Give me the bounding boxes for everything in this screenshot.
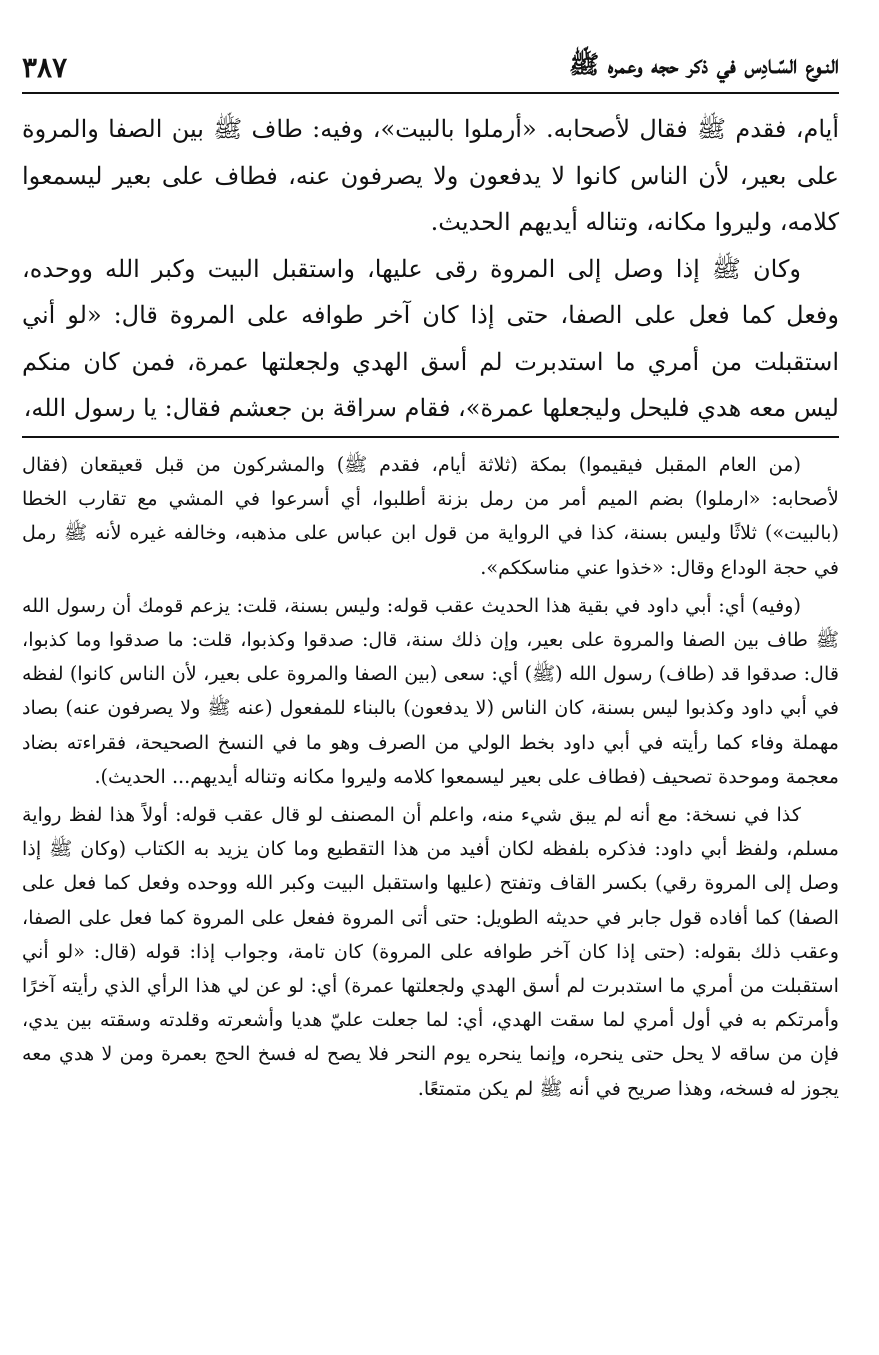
footnote-separator xyxy=(22,436,839,438)
commentary-paragraph: كذا في نسخة: مع أنه لم يبق شيء منه، واعلم أن المصنف لو قال عقب قوله: أولاً هذا لفظ رواية مسلم، ولفظ أبي داود: فذكره بلفظه لكان أفيد من هذا التقطيع وما كان يزيد به الكتاب (وكان ﷺ إذا وصل إلى المروة رقي) بكسر القاف وتفتح (عليها واستقبل البيت وكبر الله ووحده وفعل كما فعل على الصفا) كما أفاده قول جابر في حديثه الطويل: حتى أتى المروة ففعل على المروة كما فعل على الصفا، وعقب ذلك بقوله: (حتى إذا كان آخر طوافه على المروة) كان تامة، وجواب إذا: قوله (قال: «لو أني استقبلت من أمري ما استدبرت لم أسق الهدي ولجعلتها عمرة) أي: لو عن لي هذا الرأي الذي رأيته آخرًا وأمرتكم به في أول أمري لما سقت الهدي، أي: لما جعلت عليّ هديا وأشعرته وقلدته وسقته بين يدي، فإن من ساقه لا يحل حتى ينحره، وإنما ينحره يوم النحر فلا يصح له فسخ الحج بعمرة ومن لا هدي معه يجوز له فسخه، وهذا صريح في أنه ﷺ لم يكن متمتعًا. xyxy=(22,803,839,1100)
main-text xyxy=(22,106,839,432)
commentary-section xyxy=(22,448,839,1110)
main-paragraph: وكان ﷺ إذا وصل إلى المروة رقى عليها، واستقبل البيت وكبر الله ووحده، وفعل كما فعل على الصفا، حتى إذا كان آخر طوافه على المروة قال: «لو أني استقبلت من أمري ما استدبرت لم أسق الهدي ولجعلتها عمرة، فمن كان منكم ليس معه هدي فليحل وليجعلها عمرة»، فقام سراقة بن جعشم فقال: يا رسول الله، xyxy=(22,254,839,422)
page-number: ٣٨٧ xyxy=(22,50,68,84)
commentary-paragraph: (من العام المقبل فيقيموا) بمكة (ثلاثة أيام، فقدم ﷺ) والمشركون من قبل قعيقعان (فقال لأصحابه: «ارملوا) بضم الميم أمر من رمل بزنة أطلبوا، أي أسرعوا في المشي مع تقارب الخطا (بالبيت») ثلاثًا وليس بسنة، كذا في الرواية من قول ابن عباس على مذهبه، وخالفه غيره لأنه ﷺ رمل في حجة الوداع وقال: «خذوا عني مناسككم». xyxy=(22,453,839,579)
main-paragraph: أيام، فقدم ﷺ فقال لأصحابه. «أرملوا بالبيت»، وفيه: طاف ﷺ بين الصفا والمروة على بعير، لأن الناس كانوا لا يدفعون ولا يصرفون عنه، فطاف على بعير ليسمعوا كلامه، وليروا مكانه، وتناله أيديهم الحديث. xyxy=(22,115,839,236)
chapter-title: النـوع السّـادِس في ذكر حجه وعمره ﷺ xyxy=(568,49,839,79)
commentary-paragraph: (وفيه) أي: أبي داود في بقية هذا الحديث عقب قوله: وليس بسنة، قلت: يزعم قومك أن رسول الله ﷺ طاف بين الصفا والمروة على بعير، وإن ذلك سنة، قال: صدقوا وكذبوا، قلت: ما صدقوا وما كذبوا، قال: صدقوا قد (طاف) رسول الله (ﷺ) أي: سعى (بين الصفا والمروة على بعير، لأن الناس كانوا) لفظه في أبي داود وكذبوا ليس بسنة، كان الناس (لا يدفعون) بالبناء للمفعول (عنه ﷺ ولا يصرفون عنه) بصاد مهملة وفاء كما رأيته في أبي داود بخط الولي من الصرف وهو ما في النسخ الصحيحة، فقراءته بضاد معجمة وموحدة تصحيف (فطاف على بعير ليسمعوا كلامه وليروا مكانه وتناله أيديهم... الحديث). xyxy=(22,593,839,788)
page-header xyxy=(22,42,839,94)
